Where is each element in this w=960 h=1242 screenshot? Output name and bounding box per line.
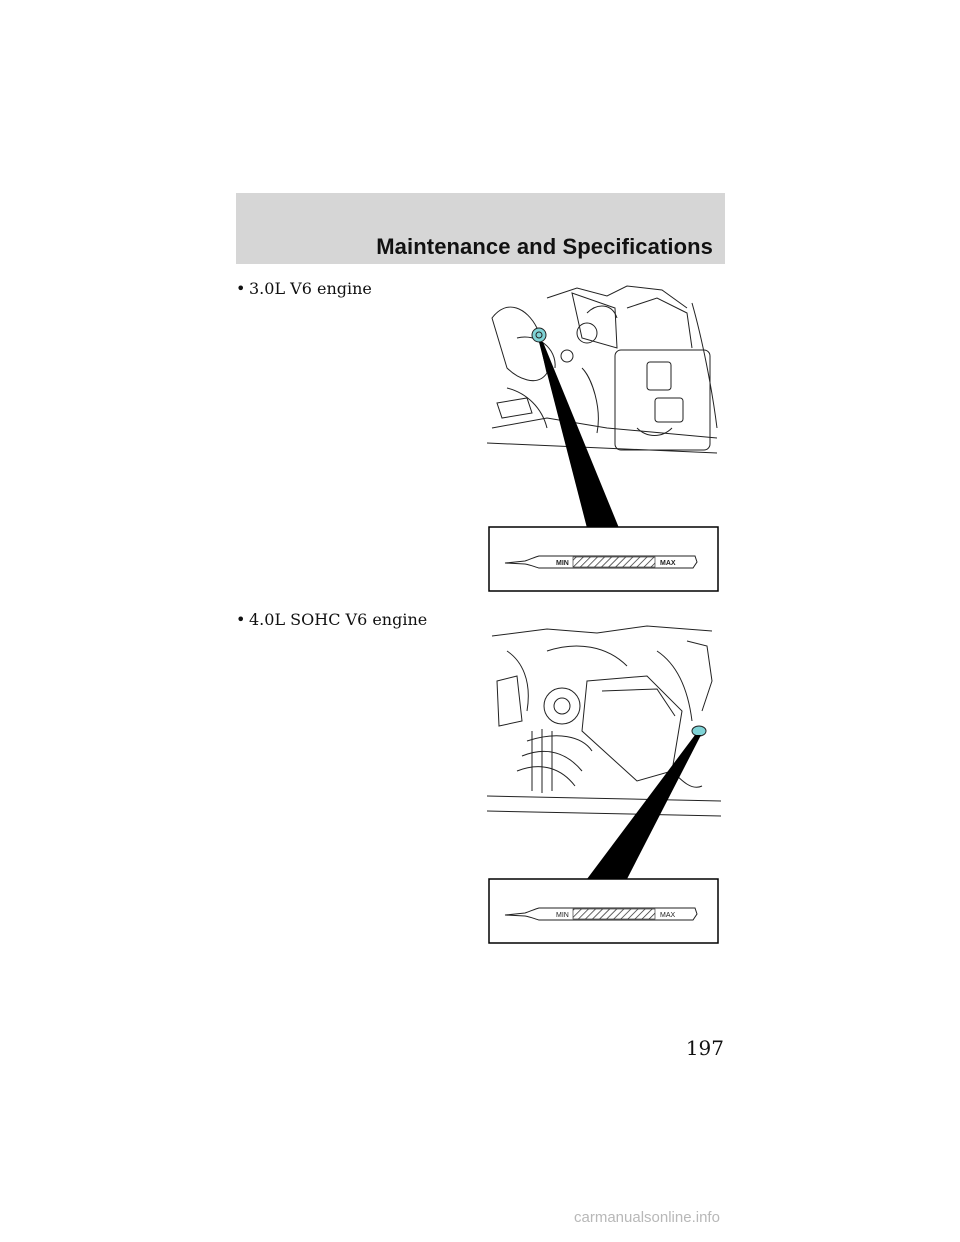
- dipstick-max-label: MAX: [660, 912, 676, 919]
- engine-3-0l-illustration: [487, 278, 727, 596]
- bullet-label: 4.0L SOHC V6 engine: [249, 610, 428, 629]
- watermark: carmanualsonline.info: [574, 1209, 720, 1226]
- bullet-label: 3.0L V6 engine: [249, 279, 372, 298]
- bullet-item-4-0l: [236, 610, 427, 629]
- dipstick-min-label: MIN: [556, 912, 569, 919]
- section-title: Maintenance and Specifications: [376, 234, 713, 259]
- dipstick-max-label: MAX: [660, 560, 676, 567]
- engine-4-0l-illustration: [487, 621, 721, 946]
- bullet-marker: •: [236, 279, 246, 298]
- dipstick-cap-highlight: [692, 726, 706, 736]
- section-header: [236, 193, 725, 264]
- page-number: 197: [685, 1036, 724, 1060]
- dipstick-cap-highlight: [532, 328, 546, 342]
- bullet-marker: •: [236, 610, 246, 629]
- bullet-item-3-0l: [236, 279, 372, 298]
- dipstick-min-label: MIN: [556, 560, 569, 567]
